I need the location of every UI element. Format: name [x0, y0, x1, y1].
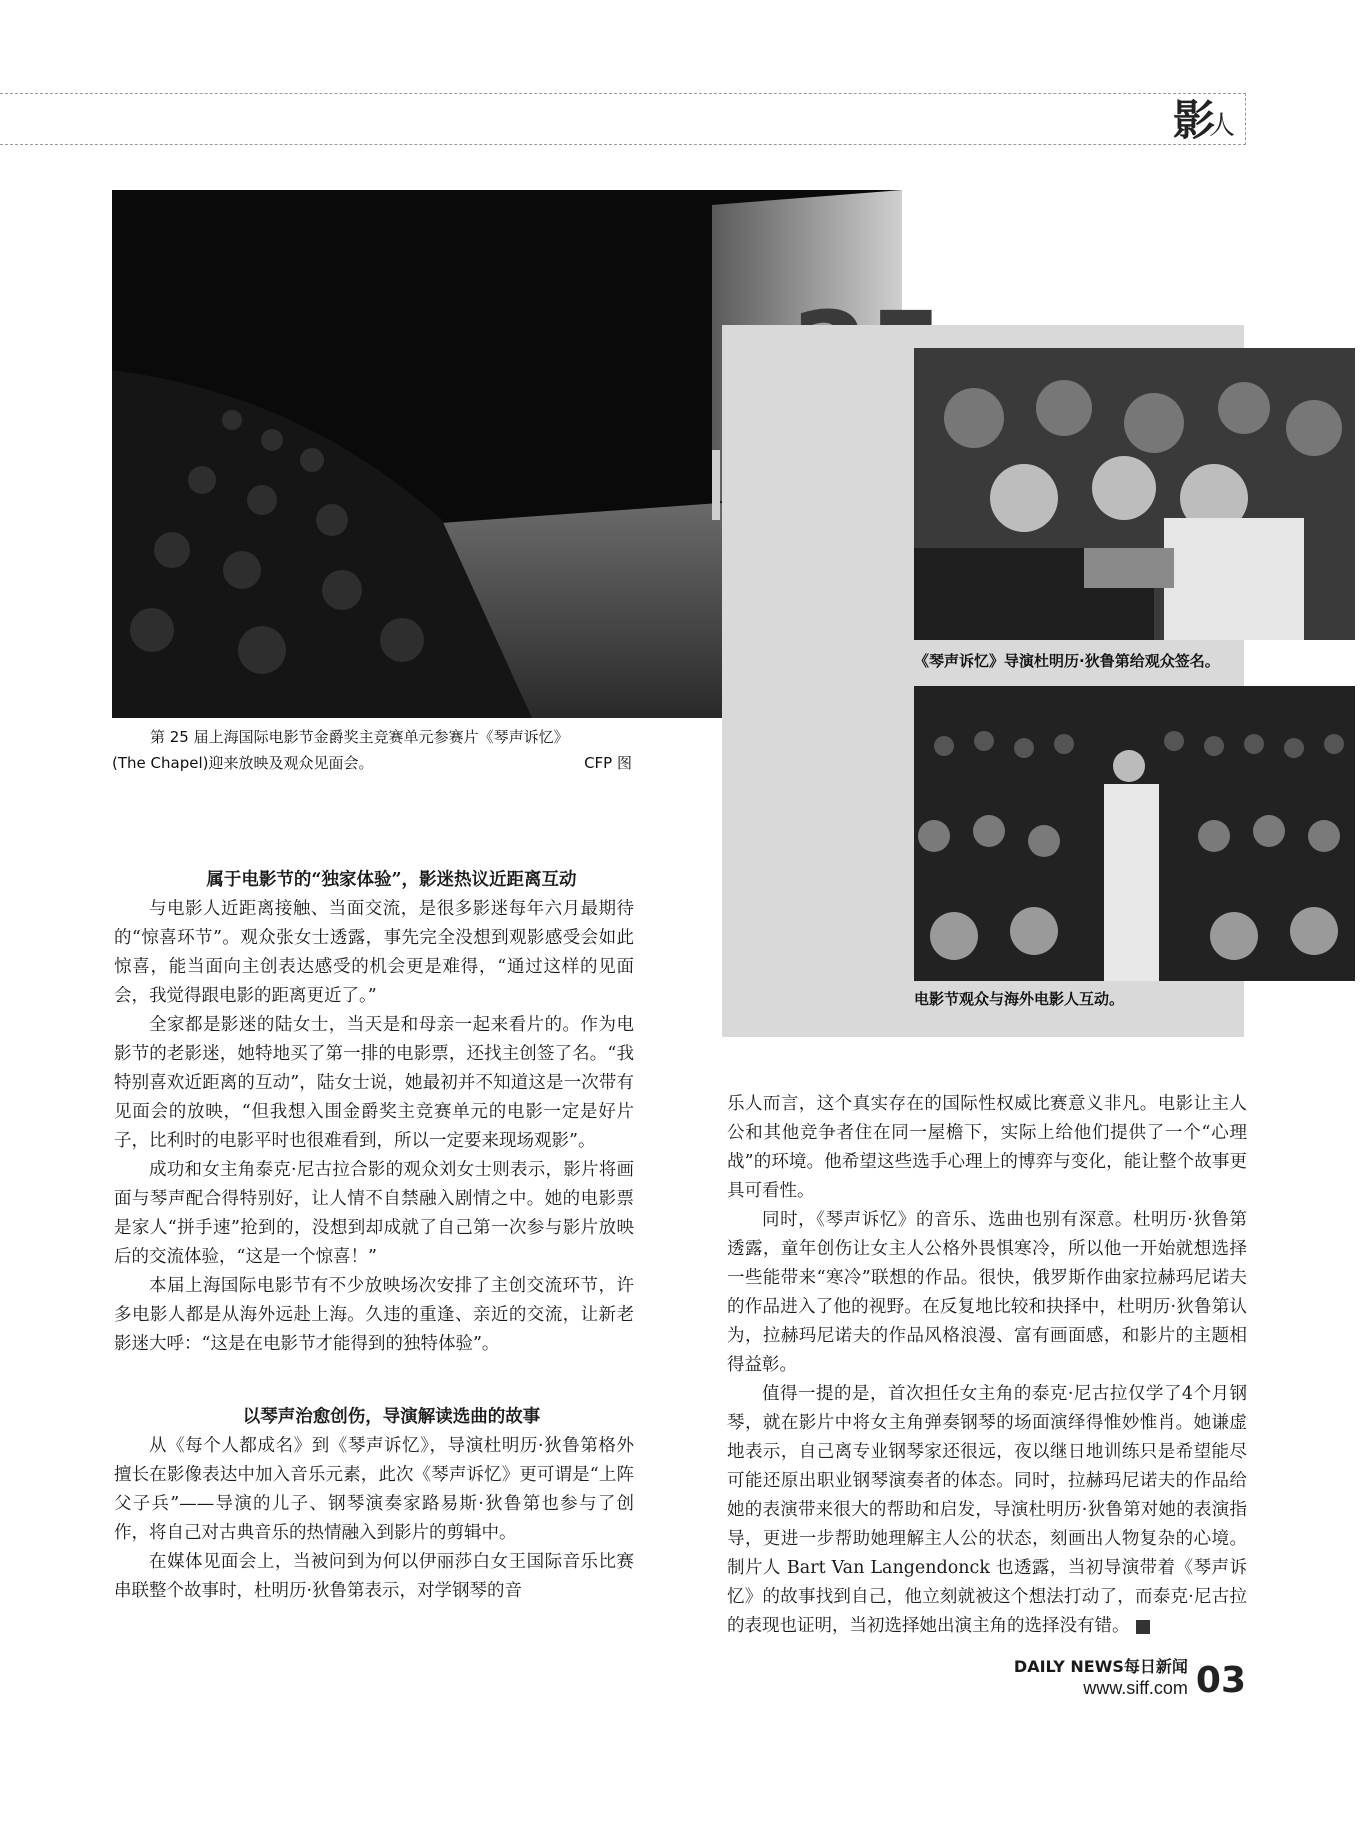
section-char-big: 影 [1172, 96, 1211, 145]
photo-audience-interaction [914, 686, 1355, 981]
article-paragraph: 本届上海国际电影节有不少放映场次安排了主创交流环节，许多电影人都是从海外远赴上海。久违的重逢、亲近的交流，让新老影迷大呼：“这是在电影节才能得到的独特体验”。 [114, 1276, 634, 1354]
article-paragraph: 同时，《琴声诉忆》的音乐、选曲也别有深意。杜明历·狄鲁第透露，童年创伤让女主人公格外畏惧寒冷，所以他一开始就想选择一些能带来“寒冷”联想的作品。很快，俄罗斯作曲家拉赫玛尼诺夫的作品进入了他的视野。在反复地比较和抉择中，杜明历·狄鲁第认为，拉赫玛尼诺夫的作品风格浪漫、富有画面感，和影片的主题相得益彰。 [727, 1210, 1247, 1375]
end-mark-icon: T [1136, 1620, 1150, 1634]
article-paragraph: 成功和女主角泰克·尼古拉合影的观众刘女士则表示，影片将画面与琴声配合得特别好，让人情不自禁融入剧情之中。她的电影票是家人“拼手速”抢到的，没想到却成就了自己第一次参与影片放映后的交流体验，“这是一个惊喜！” [114, 1160, 634, 1267]
article-paragraph: 全家都是影迷的陆女士，当天是和母亲一起来看片的。作为电影节的老影迷，她特地买了第一排的电影票，还找主创签了名。“我特别喜欢近距离的互动”，陆女士说，她最初并不知道这是一次带有见面会的放映，“但我想入围金爵奖主竞赛单元的电影一定是好片子，比利时的电影平时也很难看到，所以一定要来现场观影”。 [114, 1015, 634, 1151]
article-column-left [114, 866, 634, 1606]
article-paragraph-text: 值得一提的是，首次担任女主角的泰克·尼古拉仅学了4个月钢琴，就在影片中将女主角弹奏钢琴的场面演绎得惟妙惟肖。她谦虚地表示，自己离专业钢琴家还很远，夜以继日地训练只是希望能尽可能还原出职业钢琴演奏者的体态。同时，拉赫玛尼诺夫的作品给她的表演带来很大的帮助和启发，导演杜明历·狄鲁第对她的表演指导，更进一步帮助她理解主人公的状态，刻画出人物复杂的心境。制片人 Bart Van Langendonck 也透露，当初导演带着《琴声诉忆》的故事找到自己，他立刻就被这个想法打动了，而泰克·尼古拉的表现也证明，当初选择她出演主角的选择没有错。 [727, 1384, 1247, 1636]
section1-title: 属于电影节的“独家体验”，影迷热议近距离互动 [206, 870, 577, 890]
footer-brand-en: DAILY NEWS [1013, 1657, 1124, 1676]
section2-title: 以琴声治愈创伤，导演解读选曲的故事 [242, 1407, 541, 1427]
page-footer [1014, 1658, 1246, 1699]
section-char-small: 人 [1208, 110, 1235, 141]
photo-director-signing [914, 348, 1355, 640]
caption-audience-photo: 电影节观众与海外电影人互动。 [914, 990, 1125, 1008]
footer-brand-cn: 每日新闻 [1123, 1659, 1188, 1676]
footer-url: www.siff.com [1083, 1678, 1188, 1698]
article-paragraph: 乐人而言，这个真实存在的国际性权威比赛意义非凡。电影让主人公和其他竞争者住在同一屋檐下，实际上给他们提供了一个“心理战”的环境。他希望这些选手心理上的博弈与变化，能让整个故事更具可看性。 [727, 1094, 1247, 1201]
caption-main-photo [112, 724, 632, 776]
section-logo [1172, 94, 1235, 145]
article-column-right [727, 1090, 1247, 1641]
caption-main-line1: 第 25 届上海国际电影节金爵奖主竞赛单元参赛片《琴声诉忆》 [150, 728, 569, 746]
article-paragraph-last [727, 1380, 1247, 1641]
caption-signing-photo: 《琴声诉忆》导演杜明历·狄鲁第给观众签名。 [914, 652, 1220, 670]
photo-credit: CFP 图 [584, 754, 632, 772]
footer-brand [1014, 1658, 1188, 1677]
header-band [0, 93, 1246, 145]
article-paragraph: 与电影人近距离接触、当面交流，是很多影迷每年六月最期待的“惊喜环节”。观众张女士透露，事先完全没想到观影感受会如此惊喜，能当面向主创表达感受的机会更是难得，“通过这样的见面会，我觉得跟电影的距离更近了。” [114, 899, 634, 1006]
page-number: 03 [1195, 1660, 1246, 1701]
article-paragraph: 在媒体见面会上，当被问到为何以伊丽莎白女王国际音乐比赛串联整个故事时，杜明历·狄鲁第表示，对学钢琴的音 [114, 1552, 634, 1601]
article-paragraph: 从《每个人都成名》到《琴声诉忆》，导演杜明历·狄鲁第格外擅长在影像表达中加入音乐元素，此次《琴声诉忆》更可谓是“上阵父子兵”——导演的儿子、钢琴演奏家路易斯·狄鲁第也参与了创作，将自己对古典音乐的热情融入到影片的剪辑中。 [114, 1436, 634, 1543]
caption-main-line2: (The Chapel)迎来放映及观众见面会。 [112, 754, 374, 772]
